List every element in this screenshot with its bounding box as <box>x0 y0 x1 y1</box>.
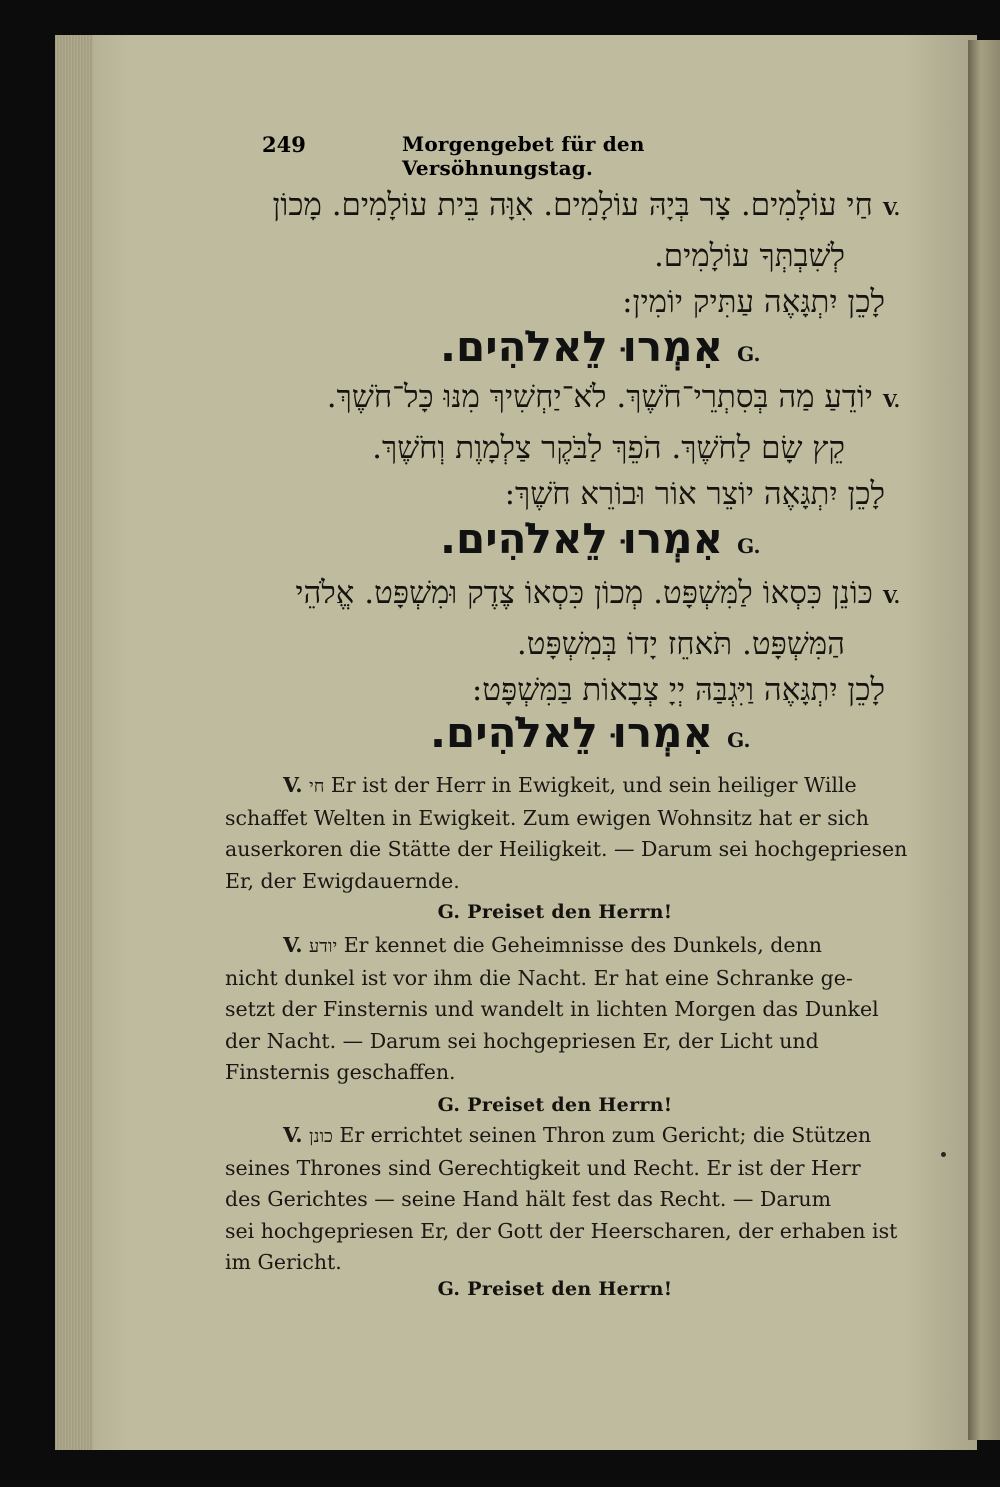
hebrew-keyword: כונן <box>309 1126 333 1147</box>
verse-marker: V. <box>283 1123 303 1147</box>
response-marker: G. <box>737 534 761 558</box>
text-line <box>225 770 885 803</box>
hebrew-line <box>240 570 900 621</box>
text-line: der Nacht. — Darum sei hochgepriesen Er, der Licht und <box>225 1028 819 1053</box>
stanza-marker: V. <box>882 391 900 412</box>
text-line: schaffet Welten in Ewigkeit. Zum ewigen Wohnsitz hat er sich <box>225 805 869 830</box>
hebrew-stanza-3 <box>240 570 900 713</box>
stanza-marker: V. <box>882 587 900 608</box>
text-line <box>225 1120 885 1153</box>
hebrew-text: לָכֵן יִתְגָּאֶה עַתִּיק יוֹמִין: <box>622 284 885 320</box>
text-line: nicht dunkel ist vor ihm die Nacht. Er hat eine Schranke ge- <box>225 965 853 990</box>
hebrew-text: לְשִׁבְתְּךָ עוֹלָמִים. <box>653 238 845 274</box>
line-text: Er kennet die Geheimnisse des Dunkels, denn <box>343 933 822 957</box>
text-line: sei hochgepriesen Er, der Gott der Heerscharen, der erhaben ist <box>225 1218 898 1243</box>
german-paragraph-3 <box>225 1120 898 1279</box>
hebrew-line <box>240 279 900 325</box>
hebrew-keyword: יודע <box>309 936 338 957</box>
hebrew-text: יוֹדֵעַ מַה בְּסִתְרֵי־חֹשֶׁךְ. לֹא־יַחְשִׁיךְ מִנּוּ כָּל־חֹשֶׁךְ. <box>326 379 873 415</box>
line-text: Er ist der Herr in Ewigkeit, und sein heiliger Wille <box>330 773 857 797</box>
stanza-marker: V. <box>882 199 900 220</box>
german-paragraph-1 <box>225 770 908 897</box>
hebrew-stanza-2 <box>240 374 900 517</box>
text-line: setzt der Finsternis und wandelt in lichten Morgen das Dunkel <box>225 997 879 1021</box>
hebrew-line <box>240 374 900 425</box>
hebrew-text: קֵץ שָׂם לַחֹשֶׁךְ. הֹפֵךְ לַבֹּקֶר צַלְמָוֶת וְחֹשֶׁךְ. <box>372 430 845 466</box>
praise-line-3: G. Preiset den Herrn! <box>437 1278 673 1300</box>
praise-line-1: G. Preiset den Herrn! <box>437 901 673 923</box>
hebrew-text: לָכֵן יִתְגָּאֶה יוֹצֵר אוֹר וּבוֹרֵא חֹשֶׁךְ: <box>504 476 885 512</box>
page-number: 249 <box>262 132 306 157</box>
hebrew-text: הַמִּשְׁפָּט. תֹּאחֵז יָדוֹ בְּמִשְׁפָּט. <box>516 626 845 662</box>
text-line: Finsternis geschaffen. <box>225 1060 456 1084</box>
text-line: des Gerichtes — seine Hand hält fest das Recht. — Darum <box>225 1187 832 1211</box>
verse-marker: V. <box>283 773 303 797</box>
line-text: Er errichtet seinen Thron zum Gericht; die Stützen <box>339 1123 872 1147</box>
text-line: auserkoren die Stätte der Heiligkeit. — Darum sei hochgepriesen <box>225 837 908 861</box>
response-text: אִמְרוּ לֵאלֹהִים. <box>430 708 714 757</box>
page-edge <box>55 35 93 1450</box>
hebrew-text: לָכֵן יִתְגָּאֶה וַיִּגְבַּהּ יְיָ צְבָאוֹת בַּמִּשְׁפָּט: <box>471 672 885 708</box>
hebrew-stanza-1 <box>240 182 900 325</box>
facing-page-edge <box>968 40 1000 1440</box>
text-line <box>225 930 885 963</box>
hebrew-line <box>240 233 900 279</box>
response-marker: G. <box>737 342 761 366</box>
verse-marker: V. <box>283 933 303 957</box>
hebrew-response-3 <box>430 708 750 757</box>
hebrew-line <box>240 425 900 471</box>
text-line: im Gericht. <box>225 1250 342 1274</box>
praise-line-2: G. Preiset den Herrn! <box>437 1094 673 1116</box>
response-marker: G. <box>727 728 751 752</box>
hebrew-line <box>240 471 900 517</box>
german-paragraph-2 <box>225 930 885 1089</box>
hebrew-response-2 <box>440 514 760 563</box>
response-text: אִמְרוּ לֵאלֹהִים. <box>440 322 724 371</box>
hebrew-keyword: חי <box>309 776 325 797</box>
hebrew-line <box>240 621 900 667</box>
hebrew-text: חַי עוֹלָמִים. צָר בְּיָהּ עוֹלָמִים. אִוָּה בֵּית עוֹלָמִים. מָכוֹן <box>272 187 873 223</box>
ink-spot <box>941 1152 946 1157</box>
running-title: Morgengebet für den Versöhnungstag. <box>402 132 645 180</box>
text-line: seines Thrones sind Gerechtigkeit und Recht. Er ist der Herr <box>225 1155 861 1180</box>
text-line: Er, der Ewigdauernde. <box>225 868 460 893</box>
hebrew-response-1 <box>440 322 760 371</box>
hebrew-text: כּוֹנֵן כִּסְאוֹ לַמִּשְׁפָּט. מְכוֹן כִּסְאוֹ צֶדֶק וּמִשְׁפָּט. אֱלֹהֵי <box>295 575 873 611</box>
hebrew-line <box>240 182 900 233</box>
response-text: אִמְרוּ לֵאלֹהִים. <box>440 514 724 563</box>
page-header <box>262 128 762 180</box>
hebrew-line <box>240 667 900 713</box>
